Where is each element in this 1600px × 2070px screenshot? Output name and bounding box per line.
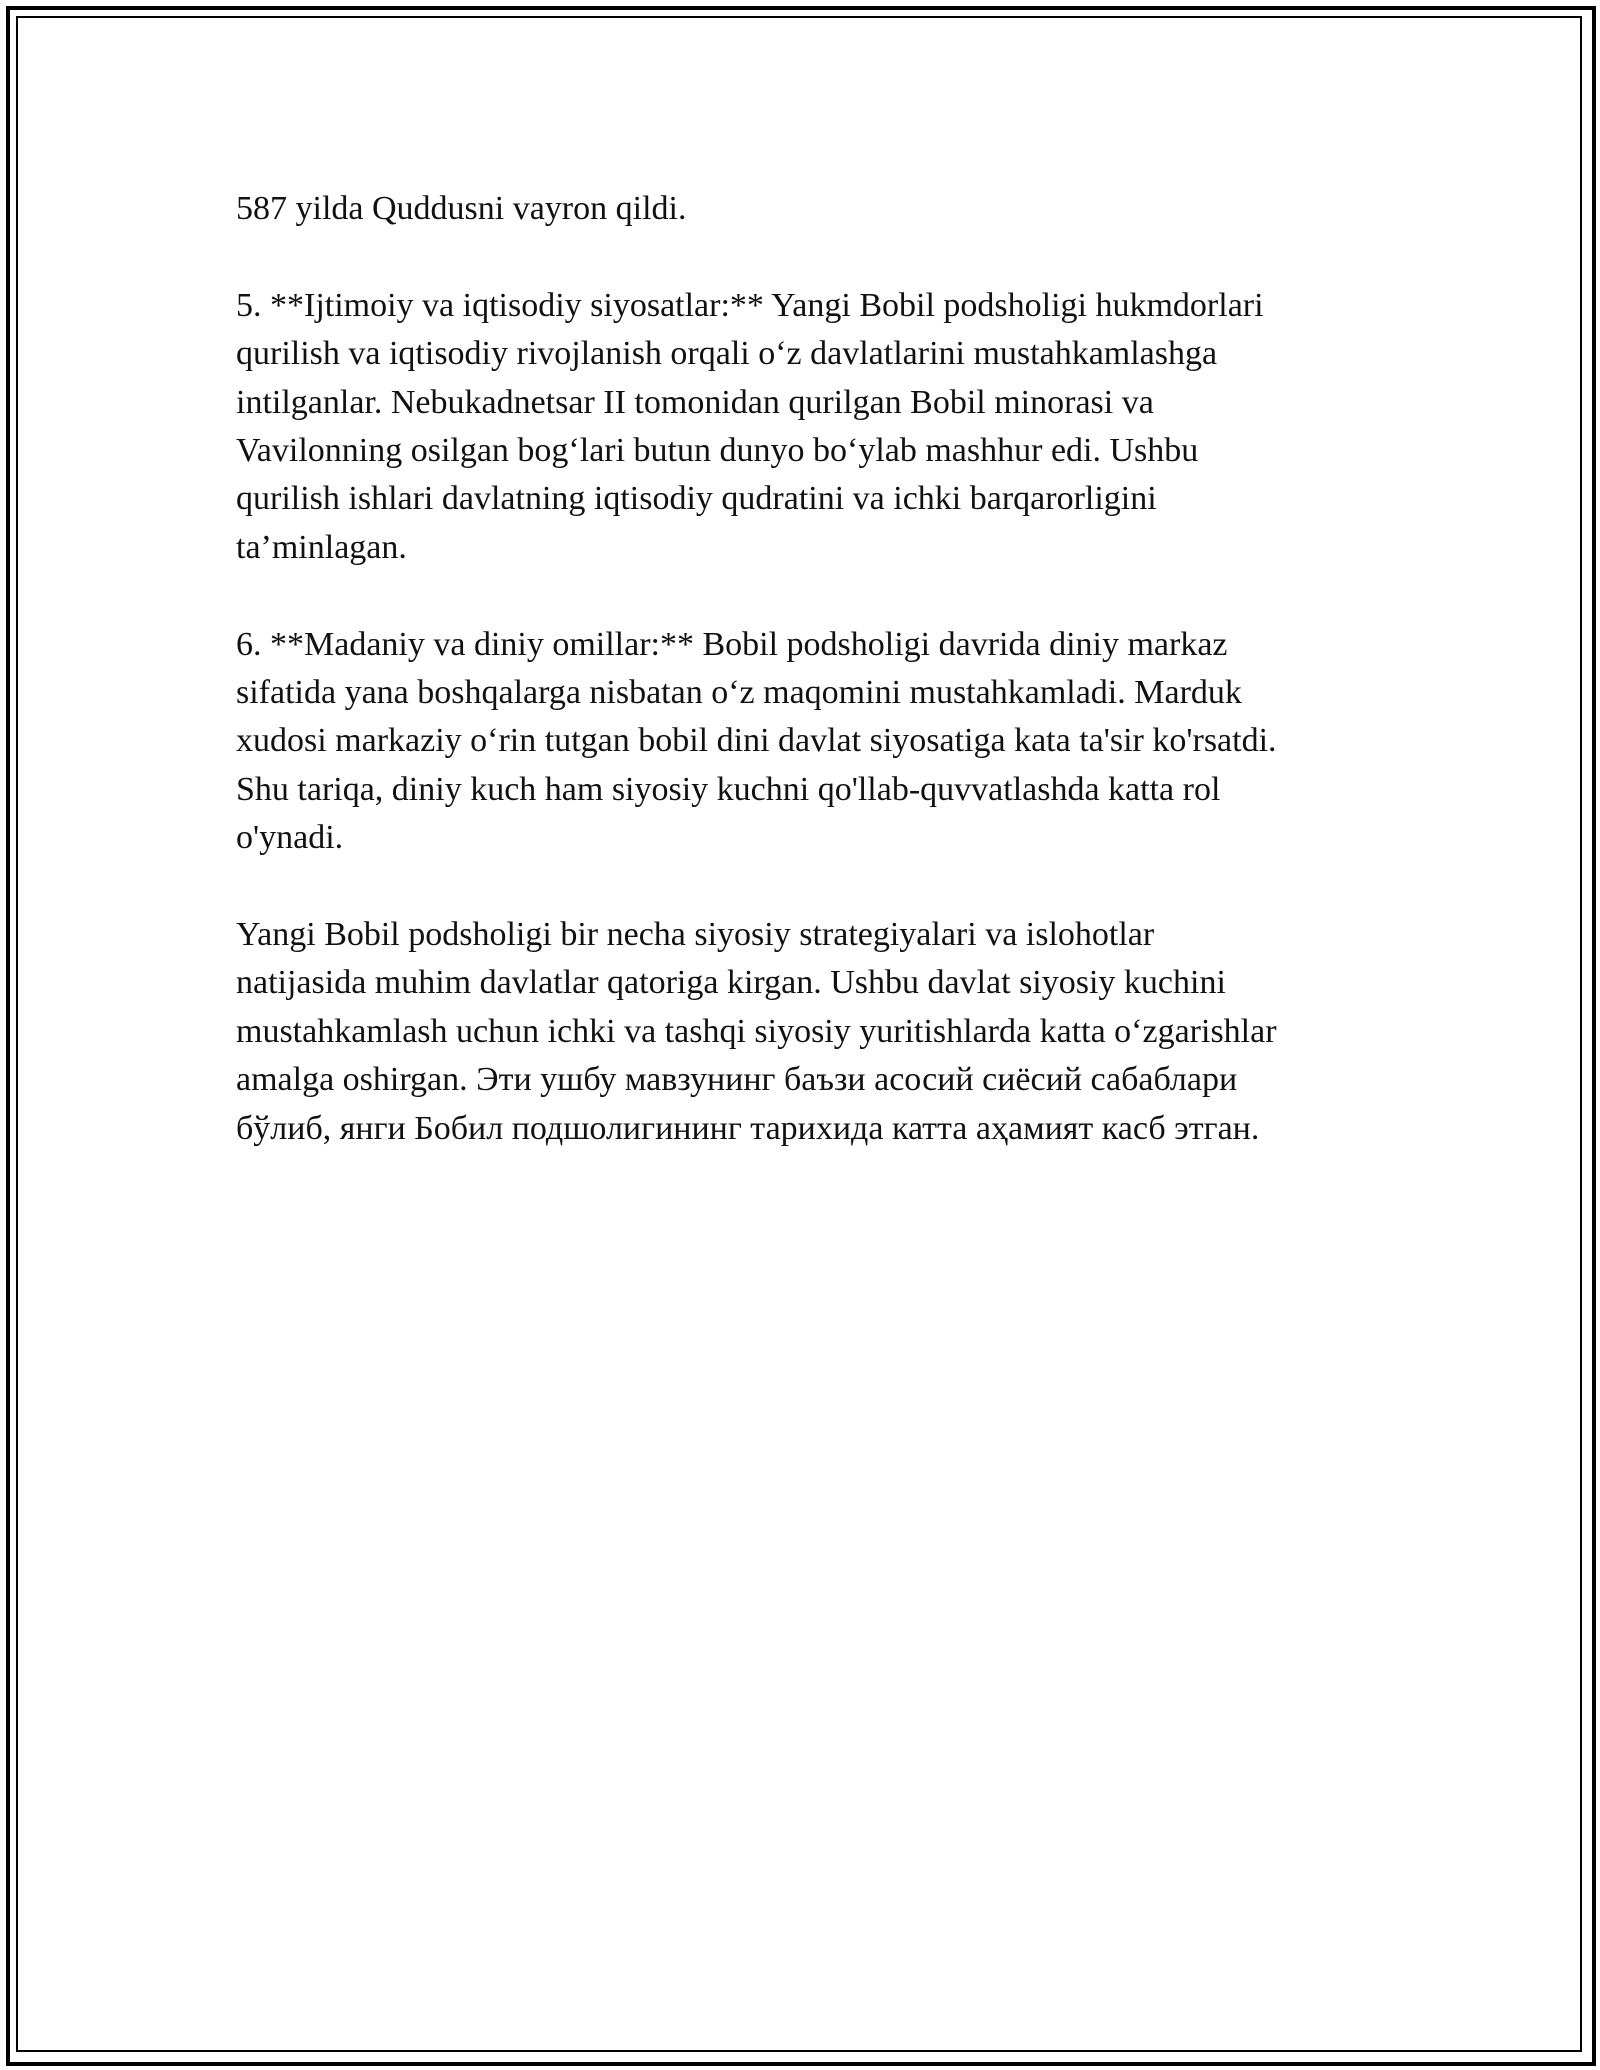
- document-body: [236, 185, 1376, 1201]
- paragraph-conclusion: Yangi Bobil podsholigi bir necha siyosiy strategiyalari va islohotlar natijasida muhim davlatlar qatoriga kirgan. Ushbu davlat siyosiy kuchini mustahkamlash uchun ichki va tashqi siyosiy yuritishlarda katta oʻzgarishlar amalga oshirgan. Эти ушбу мавзунинг баъзи асосий сиёсий сабаблари бўлиб, янги Бобил подшолигининг тарихида катта аҳамият касб этган.: [236, 916, 1277, 1147]
- paragraph-social-economic-policies: 5. **Ijtimoiy va iqtisodiy siyosatlar:** Yangi Bobil podsholigi hukmdorlari qurilish va iqtisodiy rivojlanish orqali oʻz davlatlarini mustahkamlashga intilganlar. Nebukadnetsar II tomonidan qurilgan Bobil minorasi va Vavilonning osilgan bogʻlari butun dunyo boʻylab mashhur edi. Ushbu qurilish ishlari davlatning iqtisodiy qudratini va ichki barqarorligini ta’minlagan.: [236, 286, 1264, 566]
- paragraph-cultural-religious-factors: 6. **Madaniy va diniy omillar:** Bobil podsholigi davrida diniy markaz sifatida yana boshqalarga nisbatan oʻz maqomini mustahkamladi. Marduk xudosi markaziy oʻrin tutgan bobil dini davlat siyosatiga kata ta'sir ko'rsatdi. Shu tariqa, diniy kuch ham siyosiy kuchni qo'llab-quvvatlashda katta rol o'ynadi.: [236, 625, 1277, 857]
- paragraph-continuation: 587 yilda Quddusni vayron qildi.: [236, 190, 687, 227]
